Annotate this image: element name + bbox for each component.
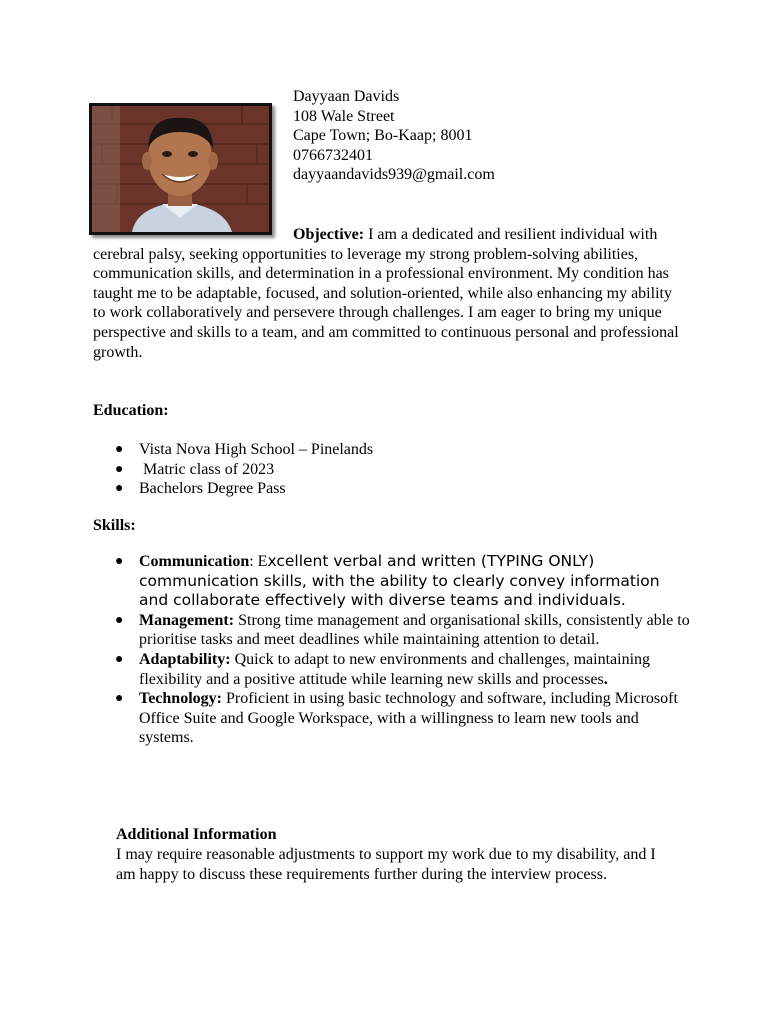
skill-text: Proficient in using basic technology and software, including Microsoft Office Suite and Google Workspace, with a willingness to learn new tools and systems. xyxy=(139,690,678,747)
list-item xyxy=(93,460,693,480)
education-item-text: Bachelors Degree Pass xyxy=(139,480,286,498)
bullet-icon: ● xyxy=(115,554,124,569)
skills-heading: Skills: xyxy=(93,517,136,534)
list-item xyxy=(93,479,693,499)
additional-info-heading: Additional Information xyxy=(116,826,277,843)
skill-label: Communication xyxy=(139,553,250,570)
skills-list xyxy=(93,552,693,748)
education-heading: Education: xyxy=(93,402,169,419)
bullet-icon: ● xyxy=(115,481,124,497)
bullet-icon: ● xyxy=(115,691,124,707)
additional-info-text: I may require reasonable adjustments to support my work due to my disability, and I am happy to discuss these requirements further during the interview process. xyxy=(116,846,656,883)
objective-section xyxy=(93,225,683,362)
objective-label: Objective: xyxy=(293,226,365,243)
list-item xyxy=(93,611,693,650)
skill-text: xcellent verbal and written (TYPING ONLY) communication skills, with the ability to clearly convey information and collaborate effectively with diverse teams and individuals. xyxy=(139,552,660,610)
skill-text: Quick to adapt to new environments and challenges, maintaining flexibility and a positive attitude while learning new skills and processes xyxy=(139,650,651,688)
contact-block xyxy=(293,87,495,185)
profile-photo xyxy=(89,103,272,235)
profile-photo-image xyxy=(92,106,269,232)
contact-street: 108 Wale Street xyxy=(293,107,395,125)
skill-label: Management: xyxy=(139,611,235,629)
contact-city: Cape Town; Bo-Kaap; 8001 xyxy=(293,127,473,145)
list-item xyxy=(93,650,693,689)
list-item xyxy=(93,552,693,611)
skill-label: Adaptability: xyxy=(139,650,231,668)
contact-name: Dayyaan Davids xyxy=(293,88,400,105)
skill-separator: : E xyxy=(249,553,268,570)
skill-label: Technology: xyxy=(139,690,222,708)
skill-text: Strong time management and organisational skills, consistently able to prioritise tasks and meet deadlines while maintaining attention to detail. xyxy=(139,611,690,649)
contact-email: dayyaandavids939@gmail.com xyxy=(293,166,495,184)
list-item xyxy=(93,689,693,748)
bullet-icon: ● xyxy=(115,612,124,628)
skill-tail: . xyxy=(603,670,608,688)
contact-phone: 0766732401 xyxy=(293,146,373,164)
education-list xyxy=(93,440,693,499)
list-item xyxy=(93,440,693,460)
bullet-icon: ● xyxy=(115,651,124,667)
bullet-icon: ● xyxy=(115,461,124,477)
education-item-text: Vista Nova High School – Pinelands xyxy=(139,441,374,458)
bullet-icon: ● xyxy=(115,442,124,457)
education-item-text: Matric class of 2023 xyxy=(139,460,275,478)
objective-text: I am a dedicated and resilient individual with cerebral palsy, seeking opportunities to leverage my strong problem-solving abilities, communication skills, and determination in a professional environment. My condition has taught me to be adaptable, focused, and solution-oriented, while also enhancing my ability to work collaboratively and persevere through challenges. I am eager to bring my unique perspective and skills to a team, and am committed to continuous personal and professional growth. xyxy=(93,226,679,361)
